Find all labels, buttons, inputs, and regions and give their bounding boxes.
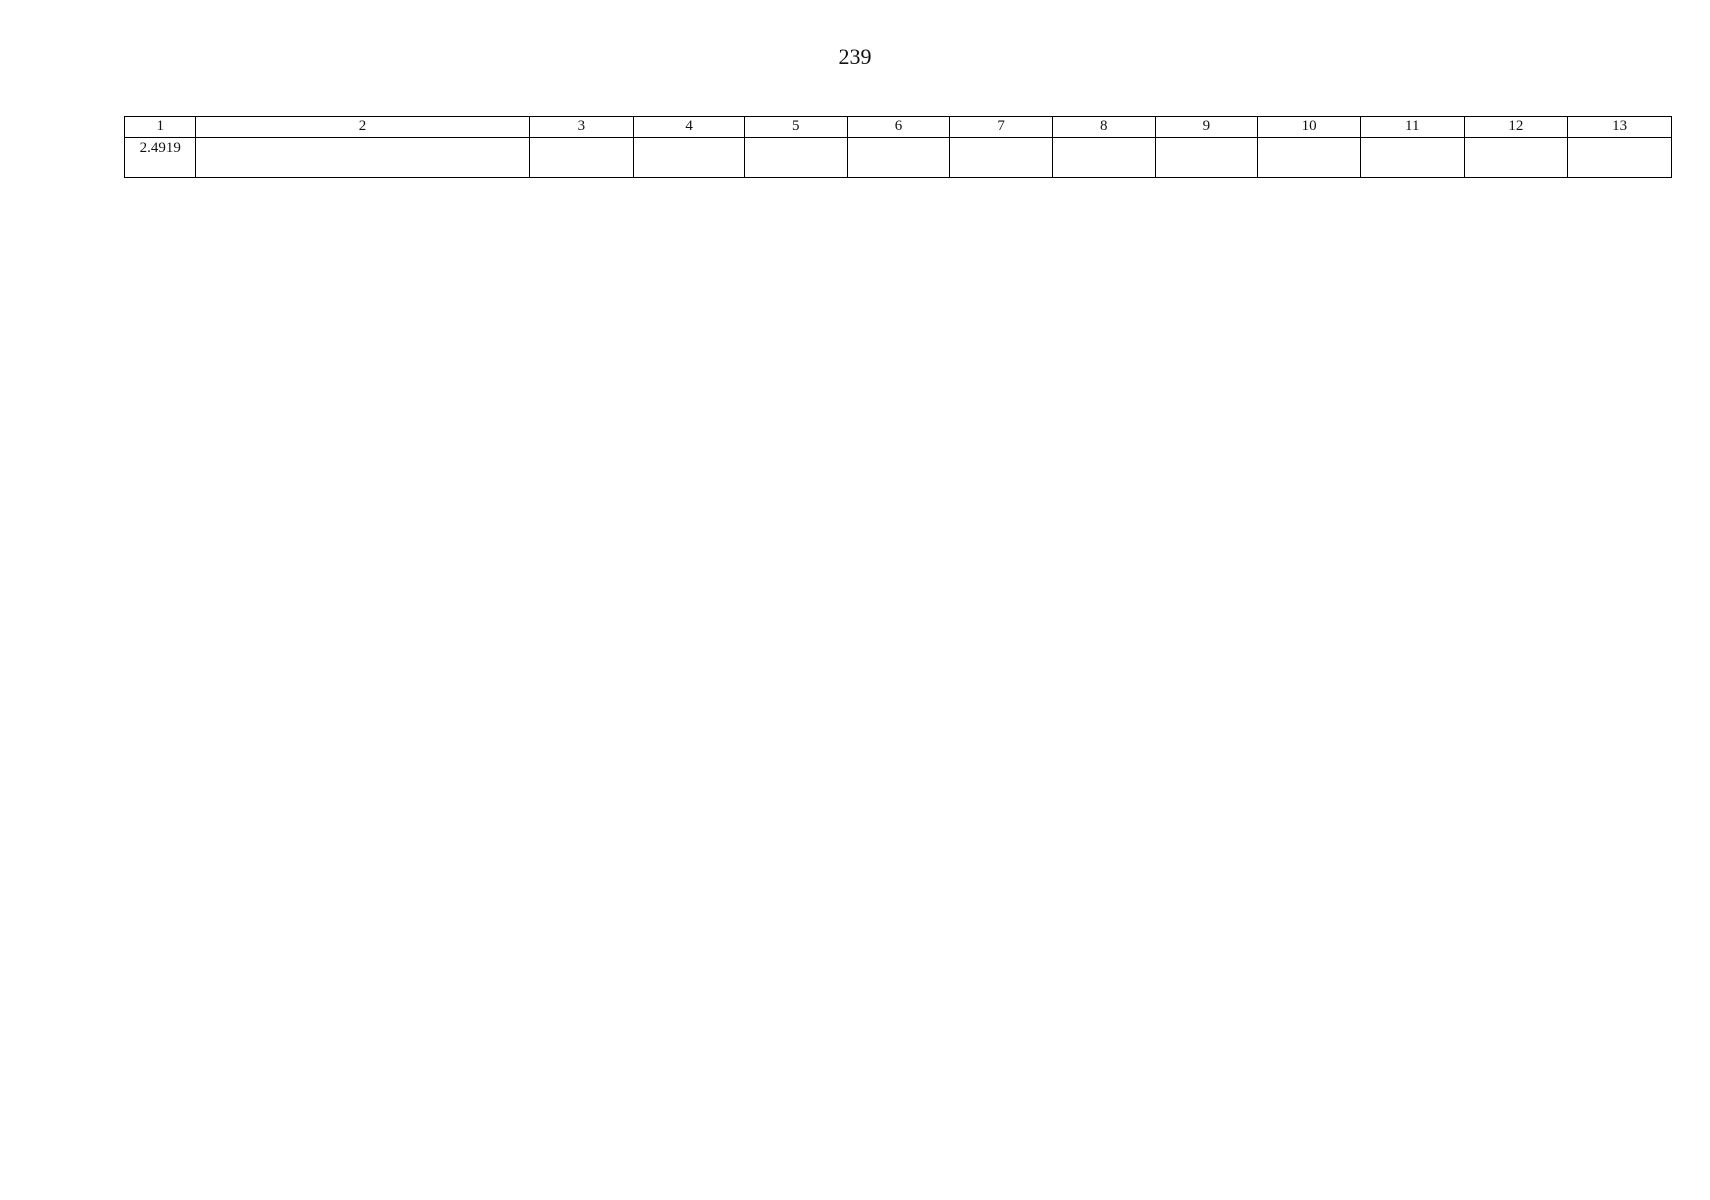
column-header: 13: [1568, 117, 1672, 138]
column-header: 4: [634, 117, 745, 138]
period-cell-11: [1360, 138, 1464, 178]
table-row: [125, 138, 1672, 178]
address-cell: [196, 138, 529, 178]
table-body: [125, 138, 1672, 178]
period-cell-6: [847, 138, 950, 178]
period-cell-5: [744, 138, 847, 178]
column-header: 5: [744, 117, 847, 138]
period-cell-10: [1258, 138, 1361, 178]
period-cell-7: [950, 138, 1053, 178]
column-header: 3: [529, 117, 634, 138]
column-header: 9: [1155, 117, 1258, 138]
period-cell-9: [1155, 138, 1258, 178]
column-header: 2: [196, 117, 529, 138]
page-number: 239: [838, 44, 872, 69]
row-number-cell: 2.4919: [125, 138, 196, 178]
column-header: 6: [847, 117, 950, 138]
period-cell-4: [634, 138, 745, 178]
schedule-table: [124, 116, 1672, 178]
column-header: 8: [1052, 117, 1155, 138]
period-cell-13: [1568, 138, 1672, 178]
column-header: 7: [950, 117, 1053, 138]
period-cell-3: [529, 138, 634, 178]
header-row: [125, 117, 1672, 138]
column-header: 1: [125, 117, 196, 138]
period-cell-8: [1052, 138, 1155, 178]
period-cell-12: [1464, 138, 1568, 178]
column-header: 11: [1360, 117, 1464, 138]
column-header: 10: [1258, 117, 1361, 138]
column-header: 12: [1464, 117, 1568, 138]
